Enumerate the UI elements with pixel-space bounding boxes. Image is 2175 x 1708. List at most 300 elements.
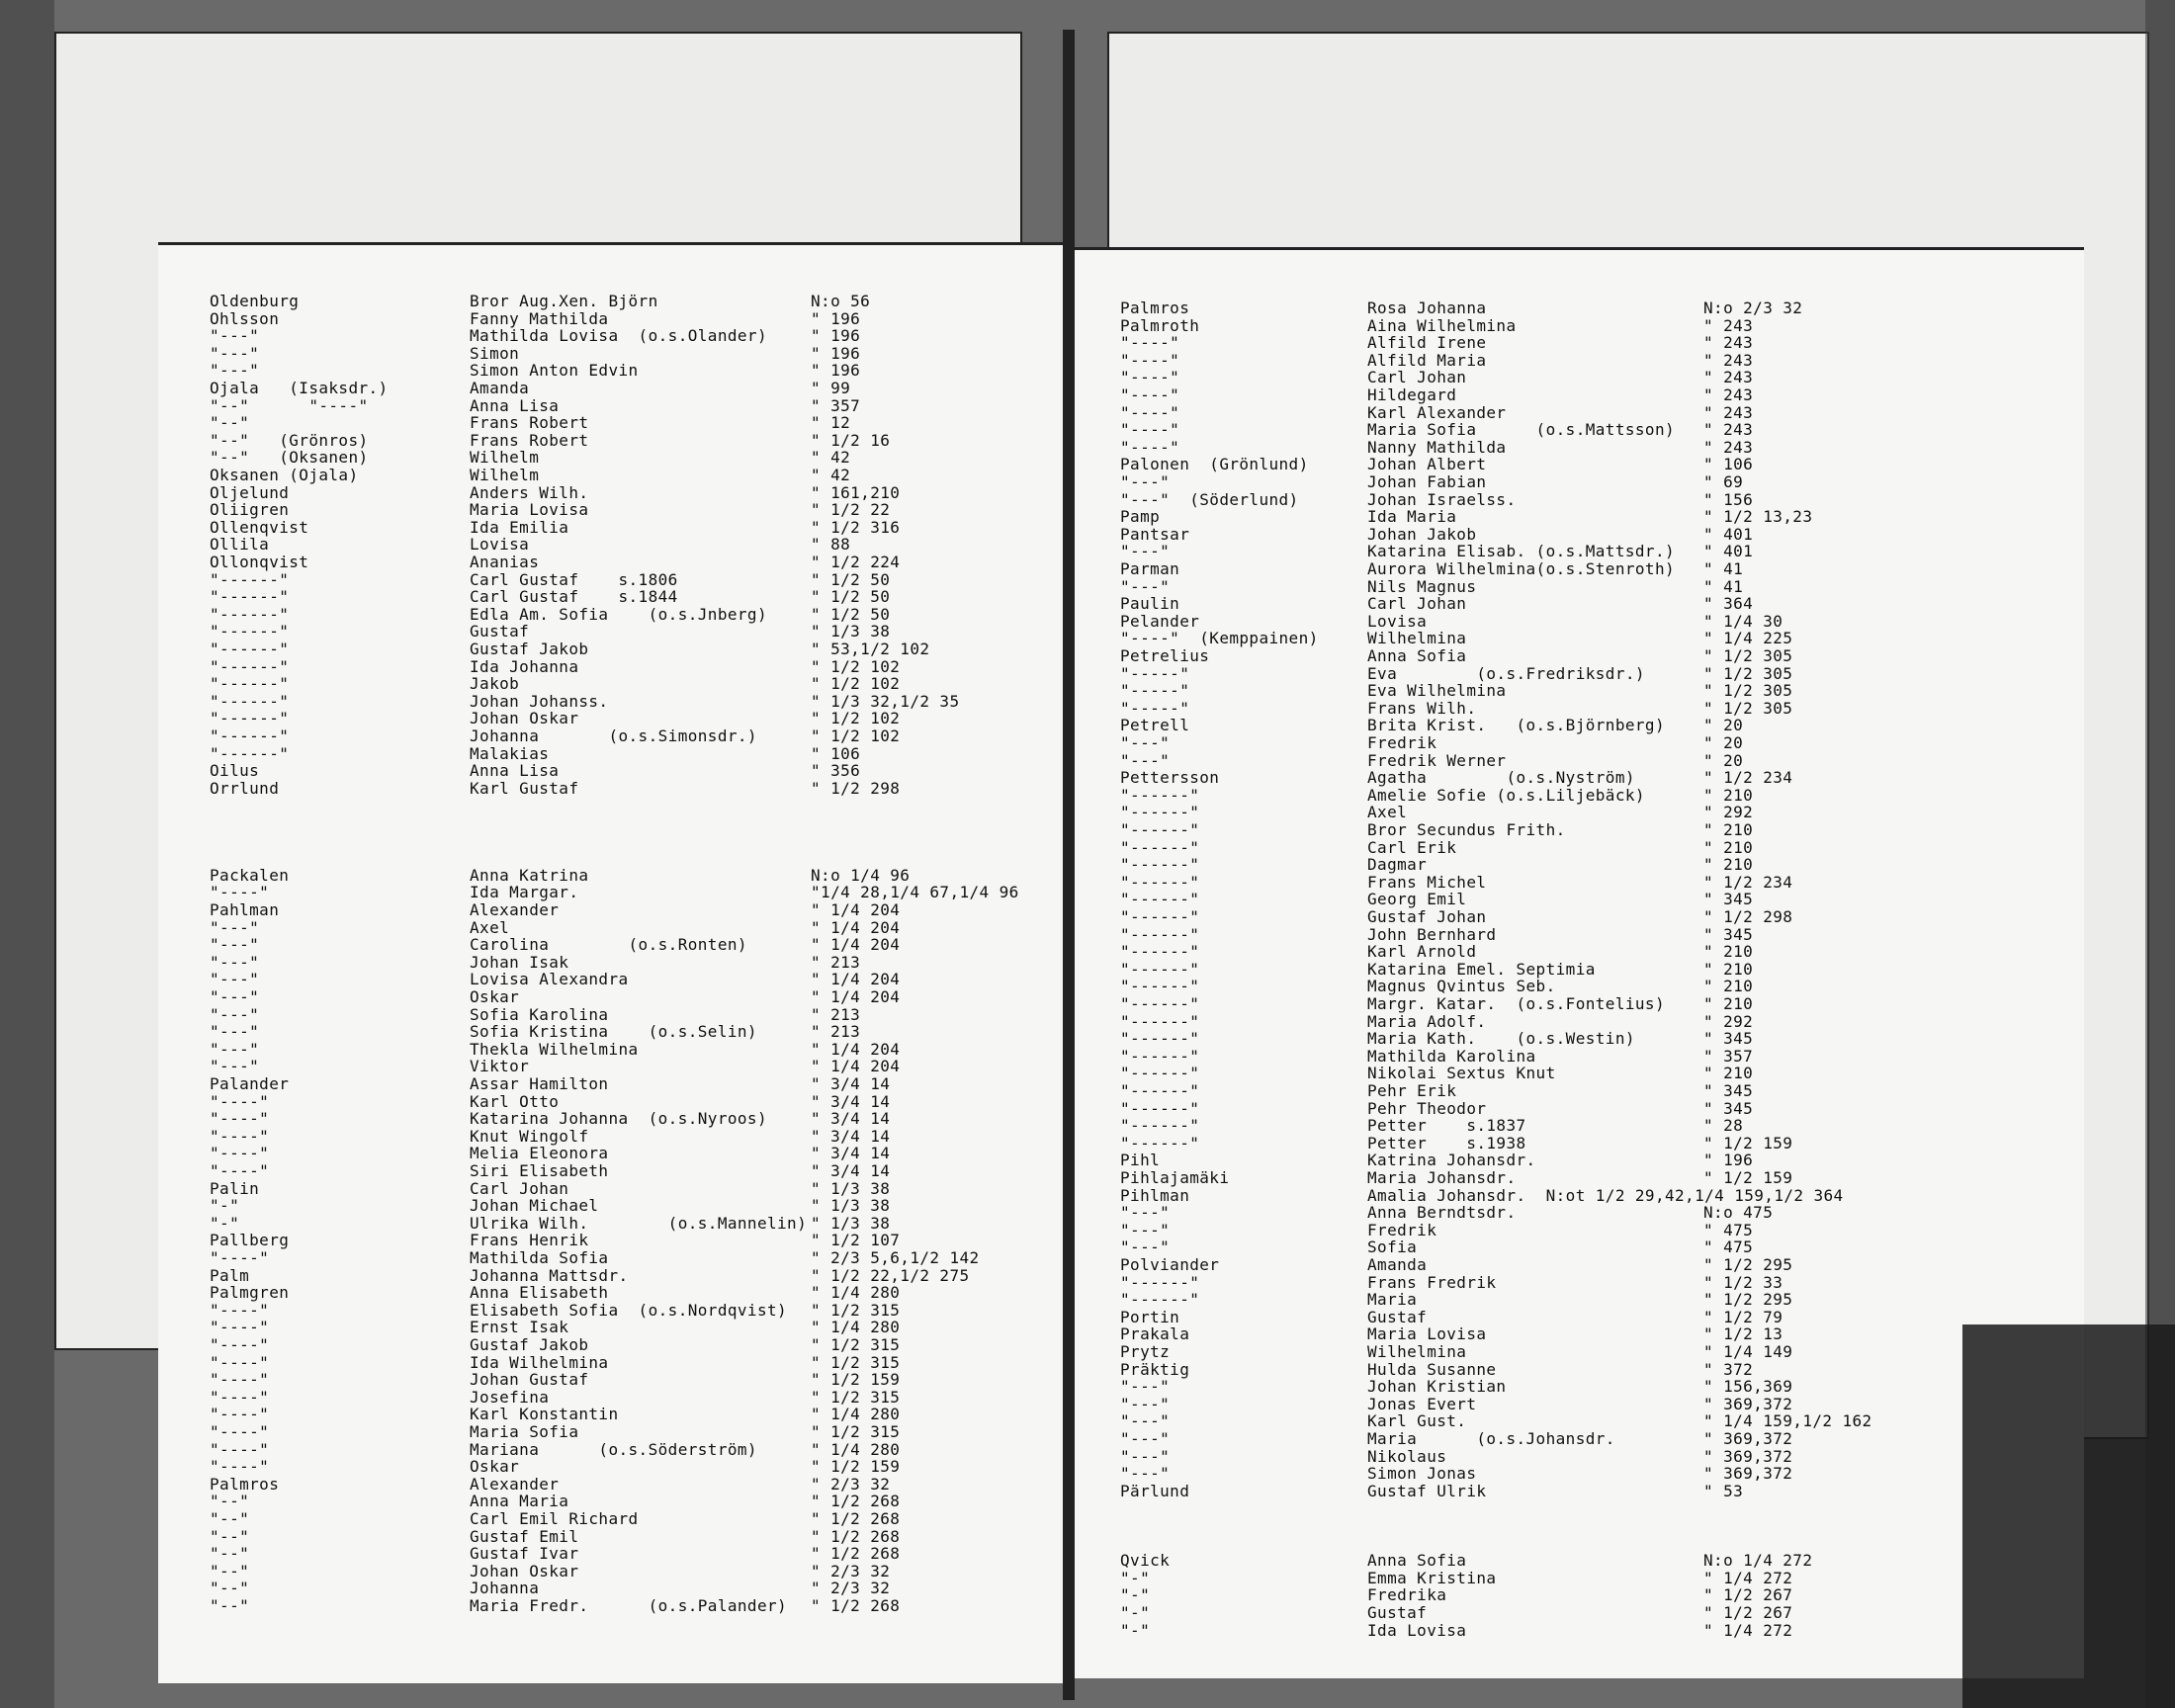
index-entry (158, 1580, 1068, 1597)
entry-surname: Palm (210, 1265, 250, 1285)
entry-ref: " 196 (811, 361, 861, 381)
index-entry (158, 1319, 1068, 1336)
entry-surname: "---" (1120, 1411, 1171, 1431)
entry-ref: " 1/4 280 (811, 1439, 901, 1459)
index-entry (1071, 752, 2084, 770)
entry-surname: "-" (1120, 1568, 1151, 1587)
entry-surname: "---" (1120, 472, 1171, 491)
entry-ref: " 1/2 13 (1703, 1324, 1784, 1344)
entry-ref: " 1/2 315 (811, 1387, 901, 1407)
index-entry (158, 693, 1068, 711)
index-entry (1071, 1325, 2084, 1343)
index-entry (158, 327, 1068, 345)
entry-ref: " 369,372 (1703, 1446, 1793, 1466)
entry-surname: "------" (1120, 1064, 1200, 1083)
entry-ref: " 1/2 268 (811, 1492, 901, 1511)
index-entry (158, 849, 1068, 867)
entry-first: Pehr Erik (1367, 1081, 1457, 1100)
index-entry (158, 971, 1068, 988)
entry-ref: " 1/2 102 (811, 726, 901, 745)
entry-surname: "-----" (1120, 663, 1190, 683)
entry-ref: " 243 (1703, 437, 1754, 457)
entry-first: Johan Jakob (1367, 524, 1477, 544)
entry-first: Maria Adolf. (1367, 1011, 1487, 1031)
entry-ref: " 196 (811, 308, 861, 328)
index-entry (1071, 578, 2084, 596)
entry-first: Nikolaus (1367, 1446, 1447, 1466)
entry-surname: "---" (210, 935, 260, 955)
entry-surname: "------" (1120, 1272, 1200, 1292)
entry-first: Johanna Mattsdr. (470, 1265, 629, 1285)
entry-surname: "------" (1120, 1133, 1200, 1153)
index-entry (158, 1441, 1068, 1459)
entry-first: Alexander (470, 1474, 560, 1494)
index-entry (158, 867, 1068, 885)
entry-surname: "--" "----" (210, 395, 369, 415)
index-entry (1071, 1552, 2084, 1570)
entry-ref: " 196 (811, 343, 861, 363)
entry-surname: "------" (1120, 1116, 1200, 1136)
entry-ref: " 1/2 298 (811, 778, 901, 798)
index-entry (1071, 386, 2084, 404)
index-entry (1071, 1309, 2084, 1326)
entry-ref: " 1/2 22 (811, 500, 891, 520)
entry-surname: "------" (210, 604, 290, 624)
entry-ref: " 1/2 268 (811, 1596, 901, 1615)
entry-surname: "---" (1120, 1220, 1171, 1239)
index-page-right (1071, 247, 2084, 1678)
entry-surname: "------" (1120, 803, 1200, 822)
entry-first: Johan Gustaf (470, 1370, 589, 1390)
index-entry (158, 414, 1068, 432)
entry-first: Assar Hamilton (470, 1074, 609, 1093)
entry-surname: "------" (210, 709, 290, 728)
entry-surname: Orrlund (210, 778, 280, 798)
index-entry (1071, 334, 2084, 352)
entry-surname: "--" (210, 413, 250, 433)
entry-first: Gustaf Jakob (470, 1335, 589, 1354)
index-entry (158, 1006, 1068, 1024)
index-entry (158, 293, 1068, 310)
entry-surname: "----" (210, 1248, 270, 1267)
entry-ref: " 401 (1703, 542, 1754, 561)
entry-ref: " 1/2 315 (811, 1352, 901, 1372)
entry-surname: Präktig (1120, 1359, 1190, 1379)
entry-first: Karl Otto (470, 1091, 560, 1111)
entry-first: Brita Krist. (o.s.Björnberg) (1367, 716, 1665, 735)
entry-ref: " 106 (1703, 455, 1754, 474)
index-entry (1071, 908, 2084, 926)
entry-ref: " 1/4 280 (811, 1405, 901, 1424)
index-entry (1071, 1291, 2084, 1309)
index-entry (158, 1476, 1068, 1494)
index-entry (1071, 543, 2084, 560)
index-entry (158, 954, 1068, 972)
index-entry (158, 1110, 1068, 1128)
entry-first: Aina Wilhelmina (1367, 315, 1517, 335)
entry-surname: Oljelund (210, 482, 290, 502)
index-entry (158, 710, 1068, 727)
index-entry (1071, 491, 2084, 509)
entry-ref: " 1/2 107 (811, 1231, 901, 1250)
entry-ref: " 53,1/2 102 (811, 640, 930, 658)
entry-first: Johan Albert (1367, 455, 1487, 474)
entry-surname: "---" (210, 952, 260, 972)
entry-surname: "---" (1120, 1203, 1171, 1223)
entry-ref: " 243 (1703, 420, 1754, 440)
index-entry (158, 1249, 1068, 1267)
entry-surname: "----" (210, 1387, 270, 1407)
index-entry (1071, 821, 2084, 839)
index-entry (1071, 317, 2084, 335)
entry-surname: "------" (1120, 890, 1200, 909)
entry-first: Maria Lovisa (1367, 1324, 1487, 1344)
entry-first: Gustaf (1367, 1603, 1428, 1622)
entry-first: Frans Robert (470, 413, 589, 433)
index-entry (1071, 595, 2084, 613)
entry-surname: "----" (210, 1439, 270, 1459)
entry-first: Johanna (o.s.Simonsdr.) (470, 726, 757, 745)
entry-first: Katarina Emel. Septimia (1367, 959, 1596, 979)
entry-ref: " 1/4 272 (1703, 1620, 1793, 1640)
entry-ref: " 1/2 295 (1703, 1255, 1793, 1274)
entry-surname: "------" (1120, 959, 1200, 979)
entry-surname: "---" (1120, 576, 1171, 596)
entry-first: Mathilda Karolina (1367, 1046, 1536, 1066)
entry-first: Frans Henrik (470, 1231, 589, 1250)
entry-surname: "------" (210, 569, 290, 589)
entry-surname: "----" (210, 1109, 270, 1129)
entry-surname: "------" (210, 691, 290, 711)
index-entry (158, 1510, 1068, 1528)
index-entry (158, 310, 1068, 328)
entry-ref: " 210 (1703, 785, 1754, 805)
entry-ref: " 1/4 204 (811, 1039, 901, 1059)
entry-surname: "------" (1120, 820, 1200, 839)
index-entry (1071, 404, 2084, 422)
entry-first: Johanna (470, 1579, 540, 1598)
index-entry (158, 1215, 1068, 1233)
entry-ref: " 357 (811, 395, 861, 415)
entry-surname: "----" (1120, 368, 1180, 387)
entry-surname: "---" (210, 361, 260, 381)
entry-surname: Prakala (1120, 1324, 1190, 1344)
entry-surname: "-" (210, 1213, 240, 1233)
entry-surname: "--" (210, 1544, 250, 1564)
index-entry (158, 1563, 1068, 1580)
entry-ref: " 2/3 32 (811, 1474, 891, 1494)
entry-surname: "------" (210, 656, 290, 676)
entry-first: Frans Wilh. (1367, 698, 1477, 718)
entry-ref: " 161,210 (811, 482, 901, 502)
entry-first: Jonas Evert (1367, 1394, 1477, 1413)
index-entry (158, 1232, 1068, 1249)
index-entry (1071, 874, 2084, 892)
entry-surname: Pihl (1120, 1151, 1161, 1170)
entry-ref: " 213 (811, 952, 861, 972)
entry-surname: "------" (1120, 1011, 1200, 1031)
entry-ref: " 210 (1703, 994, 1754, 1013)
entry-first: Hildegard (1367, 385, 1457, 404)
index-entry (1071, 630, 2084, 647)
entry-first: Anna Elisabeth (470, 1283, 609, 1303)
entry-ref: " 1/2 268 (811, 1526, 901, 1546)
entry-surname: "--" (210, 1596, 250, 1615)
entry-first: Petter s.1938 (1367, 1133, 1526, 1153)
entry-ref: " 1/2 268 (811, 1544, 901, 1564)
index-entry (158, 484, 1068, 502)
entry-ref: " 1/2 16 (811, 430, 891, 450)
index-entry (1071, 1430, 2084, 1448)
entry-surname: Polviander (1120, 1255, 1220, 1274)
entry-ref: " 1/2 102 (811, 709, 901, 728)
index-entry (1071, 1065, 2084, 1082)
entry-surname: "----" (210, 1370, 270, 1390)
entry-surname: "----" (210, 1318, 270, 1337)
entry-first: Carl Erik (1367, 837, 1457, 857)
entry-ref: " 156,369 (1703, 1377, 1793, 1397)
entry-ref: " 1/2 50 (811, 587, 891, 607)
index-entry (158, 988, 1068, 1006)
entry-first: Anna Lisa (470, 395, 560, 415)
entry-ref: " 210 (1703, 942, 1754, 962)
index-entry (158, 727, 1068, 745)
index-entry (158, 1493, 1068, 1510)
index-entry (158, 554, 1068, 571)
entry-surname: "---" (210, 343, 260, 363)
entry-ref: " 475 (1703, 1238, 1754, 1257)
entry-ref: " 1/4 204 (811, 987, 901, 1006)
index-entry (158, 675, 1068, 693)
entry-first: Wilhelmina (1367, 629, 1467, 648)
entry-surname: "-" (1120, 1620, 1151, 1640)
index-entry (1071, 1100, 2084, 1118)
entry-ref: " 401 (1703, 524, 1754, 544)
entry-surname: Palin (210, 1178, 260, 1198)
entry-ref: " 196 (811, 326, 861, 346)
index-entry (158, 571, 1068, 589)
entry-first: Johan Oskar (470, 709, 579, 728)
index-entry (1071, 839, 2084, 857)
index-entry (158, 1354, 1068, 1372)
entry-first: Katarina Elisab. (o.s.Mattsdr.) (1367, 542, 1676, 561)
entry-surname: "--" (210, 1561, 250, 1580)
entry-surname: "---" (210, 917, 260, 937)
entry-ref: " 20 (1703, 733, 1744, 752)
entry-first: Simon Jonas (1367, 1464, 1477, 1484)
entry-surname: "---" (1120, 1429, 1171, 1448)
index-entry (158, 449, 1068, 467)
entry-first: Carl Gustaf s.1806 (470, 569, 678, 589)
entry-surname: Pantsar (1120, 524, 1190, 544)
entry-first: Maria Sofia (o.s.Mattsson) (1367, 420, 1676, 440)
entry-surname: "----" (1120, 420, 1180, 440)
index-entry (158, 936, 1068, 954)
entry-ref: " 20 (1703, 716, 1744, 735)
index-entry (158, 1145, 1068, 1162)
entry-ref: " 1/2 13,23 (1703, 507, 1813, 527)
entry-first: Alfild Irene (1367, 333, 1487, 353)
entry-first: Johan Michael (470, 1196, 599, 1216)
index-entry (1071, 647, 2084, 665)
entry-first: Gustaf Emil (470, 1526, 579, 1546)
index-entry (1071, 682, 2084, 700)
entry-ref: N:o 475 (1703, 1203, 1774, 1223)
entry-surname: "---" (1120, 1446, 1171, 1466)
entry-ref: " 1/4 280 (811, 1283, 901, 1303)
index-entry (158, 1597, 1068, 1615)
index-entry (1071, 1048, 2084, 1066)
entry-ref: " 372 (1703, 1359, 1754, 1379)
entry-ref: " 210 (1703, 837, 1754, 857)
entry-ref: " 1/3 38 (811, 1196, 891, 1216)
entry-surname: Palmroth (1120, 315, 1200, 335)
entry-first: Nikolai Sextus Knut (1367, 1064, 1556, 1083)
index-entry (1071, 1117, 2084, 1135)
entry-ref: " 42 (811, 466, 851, 484)
entry-first: Georg Emil (1367, 890, 1467, 909)
index-entry (1071, 717, 2084, 734)
entry-surname: "---" (210, 326, 260, 346)
entry-ref: " 1/3 38 (811, 622, 891, 641)
index-entry (1071, 978, 2084, 995)
entry-surname: Pihlman (1120, 1185, 1190, 1205)
entry-first: Amanda (1367, 1255, 1428, 1274)
index-entry (158, 432, 1068, 450)
index-entry (158, 1267, 1068, 1285)
entry-ref: " 210 (1703, 977, 1754, 996)
index-entry (1071, 926, 2084, 944)
entry-surname: Ohlsson (210, 308, 280, 328)
entry-ref: " 1/2 315 (811, 1335, 901, 1354)
index-entry (1071, 943, 2084, 961)
index-entry (1071, 1604, 2084, 1622)
entry-first: Josefina (470, 1387, 550, 1407)
entry-ref: " 1/2 268 (811, 1509, 901, 1528)
entry-ref: " 356 (811, 761, 861, 781)
entry-ref: " 1/4 204 (811, 900, 901, 919)
entry-first: Gustaf Ivar (470, 1544, 579, 1564)
entry-surname: Pettersson (1120, 768, 1220, 788)
entry-surname: "----" (1120, 402, 1180, 422)
entry-surname: "------" (1120, 1290, 1200, 1310)
entry-surname: "---" (210, 1039, 260, 1059)
entry-ref: " 345 (1703, 890, 1754, 909)
entry-ref: " 369,372 (1703, 1394, 1793, 1413)
index-entry (1071, 1448, 2084, 1466)
entry-surname: "----" (210, 1144, 270, 1163)
index-entry (158, 606, 1068, 624)
entry-surname: "----" (210, 1126, 270, 1146)
entry-first: Anna Katrina (470, 865, 589, 885)
entry-first: Lovisa (1367, 611, 1428, 631)
entry-first: Wilhelmina (1367, 1342, 1467, 1361)
entry-ref: " 1/2 50 (811, 569, 891, 589)
entry-surname: "--" (210, 1526, 250, 1546)
entry-surname: "-" (210, 1196, 240, 1216)
entry-first: Nanny Mathilda (1367, 437, 1507, 457)
index-entry (158, 380, 1068, 397)
entry-ref: " 196 (1703, 1151, 1754, 1170)
entry-first: Carl Johan (470, 1178, 569, 1198)
entry-ref: " 243 (1703, 385, 1754, 404)
index-entry (158, 658, 1068, 676)
entry-surname: "------" (210, 743, 290, 763)
entry-surname: "-----" (1120, 681, 1190, 701)
entry-surname: Pallberg (210, 1231, 290, 1250)
index-entry (158, 1075, 1068, 1093)
entry-first: Rosa Johanna (1367, 299, 1487, 317)
entry-ref: " 243 (1703, 402, 1754, 422)
entry-first: Axel (470, 917, 510, 937)
entry-surname: Parman (1120, 559, 1180, 578)
entry-ref: " 106 (811, 743, 861, 763)
entry-first: Knut Wingolf (470, 1126, 589, 1146)
entry-ref: " 28 (1703, 1116, 1744, 1136)
index-entry (1071, 1222, 2084, 1239)
entry-first: Gustaf Jakob (470, 640, 589, 658)
entry-surname: "----" (210, 1161, 270, 1180)
index-entry (158, 623, 1068, 640)
entry-ref: " 1/2 305 (1703, 698, 1793, 718)
entry-ref: " 1/4 204 (811, 935, 901, 955)
entry-first: Wilhelm (470, 448, 540, 468)
entry-first: Karl Konstantin (470, 1405, 619, 1424)
page-gutter (1063, 30, 1075, 1700)
entry-ref: " 369,372 (1703, 1429, 1793, 1448)
entry-first: Alexander (470, 900, 560, 919)
entry-surname: Ollonqvist (210, 553, 309, 571)
entry-surname: "------" (1120, 1029, 1200, 1049)
entry-surname: "------" (1120, 872, 1200, 892)
entry-ref: " 41 (1703, 576, 1744, 596)
entry-ref: " 1/2 298 (1703, 907, 1793, 926)
entry-surname: Packalen (210, 865, 290, 885)
entry-surname: "-" (1120, 1585, 1151, 1605)
index-entry (1071, 1343, 2084, 1361)
entry-surname: "------" (1120, 977, 1200, 996)
entry-ref: " 1/2 50 (811, 604, 891, 624)
entry-first: Magnus Qvintus Seb. (1367, 977, 1556, 996)
index-entry (1071, 1570, 2084, 1587)
entry-surname: Oliigren (210, 500, 290, 520)
entry-first: Anna Sofia (1367, 646, 1467, 665)
index-entry (1071, 613, 2084, 631)
index-entry (1071, 1169, 2084, 1187)
entry-surname: "------" (1120, 837, 1200, 857)
entry-first: Siri Elisabeth (470, 1161, 609, 1180)
entry-first: Maria (1367, 1290, 1418, 1310)
index-entry (1071, 734, 2084, 752)
entry-first: John Bernhard (1367, 924, 1497, 944)
entry-first: Maria Fredr. (o.s.Palander) (470, 1596, 788, 1615)
entry-surname: Ojala (Isaksdr.) (210, 379, 389, 397)
entry-surname: Pamp (1120, 507, 1161, 527)
entry-first: Ida Margar. (470, 883, 579, 902)
index-entry (1071, 1361, 2084, 1379)
entry-ref: " 1/2 305 (1703, 663, 1793, 683)
entry-first: Ida Wilhelmina (470, 1352, 609, 1372)
index-entry (1071, 804, 2084, 821)
entry-first: Nils Magnus (1367, 576, 1477, 596)
entry-surname: "------" (210, 674, 290, 694)
entry-surname: "------" (1120, 907, 1200, 926)
index-entry (1071, 456, 2084, 473)
entry-ref: " 1/2 234 (1703, 768, 1793, 788)
entry-ref: " 99 (811, 379, 851, 397)
entry-ref: " 369,372 (1703, 1464, 1793, 1484)
entry-surname: "----" (210, 883, 270, 902)
